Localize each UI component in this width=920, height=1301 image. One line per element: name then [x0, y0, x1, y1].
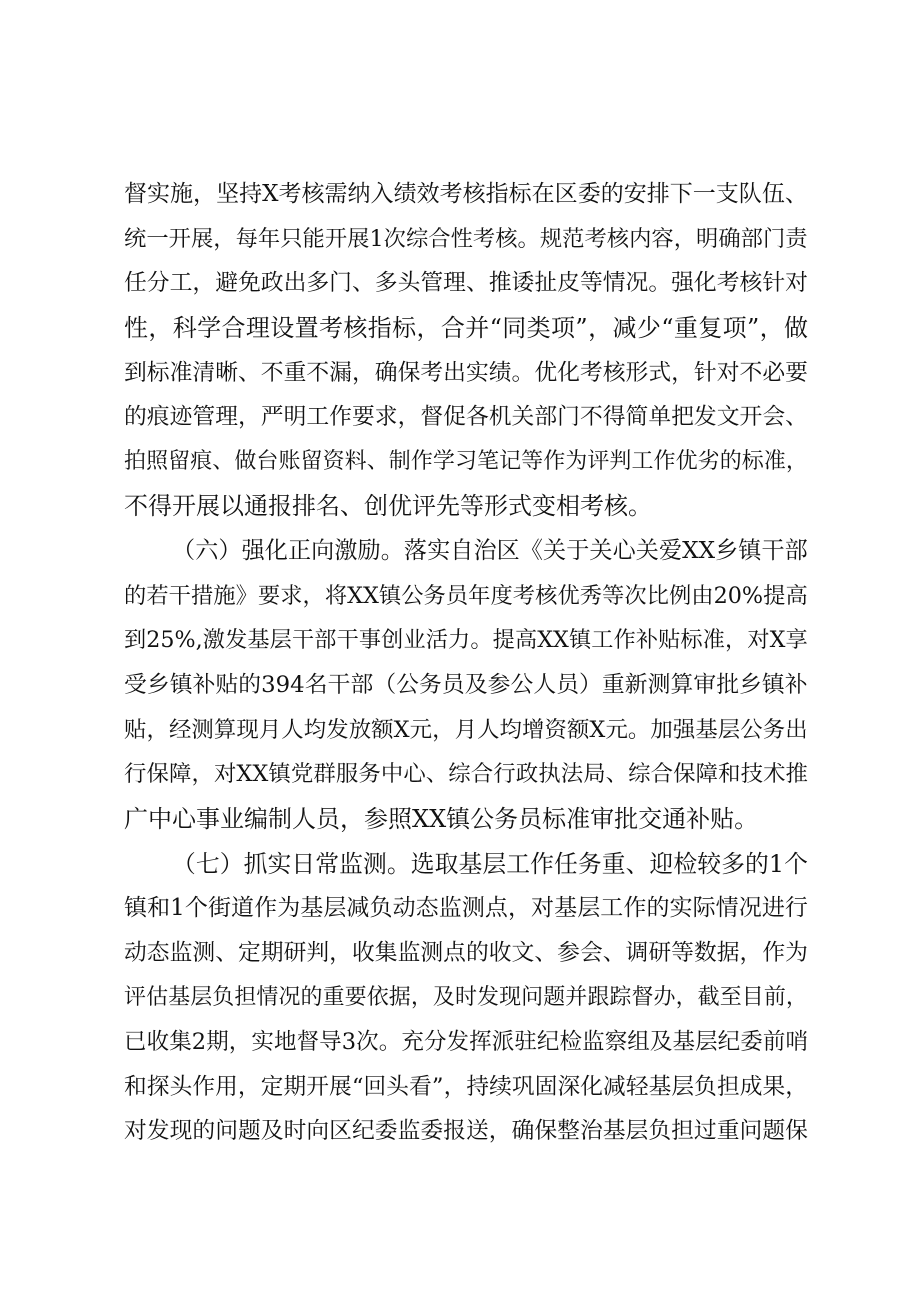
text-line: 镇 和 1 个 街 道 作 为 基 层 减 负 动 态 监 测 点 ， 对 基 层 工 作 的 实 际 情 况 进 行: [124, 895, 808, 922]
text-line: 不得开展以通报排名、创优评先等形式变相考核。: [124, 492, 652, 521]
text-line: 贴 ， 经 测 算 现 月 人 均 发 放 额 X 元 ， 月 人 均 增 资 额 X 元 。 加 强 基 层 公 务 出: [124, 716, 808, 743]
text-line: 受 乡 镇 补 贴 的 394 名 干 部 （ 公 务 员 及 参 公 人 员 ） 重 新 测 算 审 批 乡 镇 补: [124, 672, 808, 699]
text-line: 统 一 开 展 ， 每 年 只 能 开 展 1 次 综 合 性 考 核 。 规 范 考 核 内 容 ， 明 确 部 门 责: [124, 225, 808, 252]
text-line: 评 估 基 层 负 担 情 况 的 重 要 依 据 ， 及 时 发 现 问 题 并 跟 踪 督 办 ， 截 至 目 前 ，: [124, 984, 808, 1010]
text-line: 拍 照 留 痕 、 做 台 账 留 资 料 、 制 作 学 习 笔 记 等 作 为 评 判 工 作 优 劣 的 标 准 ，: [124, 448, 808, 474]
text-line: 性 ， 科 学 合 理 设 置 考 核 指 标 ， 合 并 “ 同 类 项 ” ， 减 少 “ 重 复 项 ” ， 做: [124, 313, 808, 342]
text-line: 到 25%, 激 发 基 层 干 部 干 事 创 业 活 力 。 提 高 XX 镇 工 作 补 贴 标 准 ， 对 X 享: [124, 627, 808, 654]
text-line: 动 态 监 测 、 定 期 研 判 ， 收 集 监 测 点 的 收 文 、 参 会 、 调 研 等 数 据 ， 作 为: [124, 939, 808, 966]
text-line: 广中心事业编制人员，参照XX镇公务员标准审批交通补贴。: [124, 804, 759, 833]
section-heading-line: （ 七 ） 抓 实 日 常 监 测 。 选 取 基 层 工 作 任 务 重 、 迎 检 较 多 的 1 个: [172, 849, 808, 878]
section-heading-line: （ 六 ） 强 化 正 向 激 励 。 落 实 自 治 区 《 关 于 关 心 关 爱 XX 乡 镇 干 部: [172, 538, 808, 565]
text-line: 和 探 头 作 用 ， 定 期 开 展 “ 回 头 看 ” ， 持 续 巩 固 深 化 减 轻 基 层 负 担 成 果 ，: [124, 1073, 808, 1100]
text-line: 对 发 现 的 问 题 及 时 向 区 纪 委 监 委 报 送 ， 确 保 整 治 基 层 负 担 过 重 问 题 保: [124, 1118, 808, 1145]
document-body: [124, 172, 808, 1154]
text-line: 已 收 集 2 期 ， 实 地 督 导 3 次 。 充 分 发 挥 派 驻 纪 检 监 察 组 及 基 层 纪 委 前 哨: [124, 1029, 808, 1056]
text-line: 行 保 障 ， 对 XX 镇 党 群 服 务 中 心 、 综 合 行 政 执 法 局 、 综 合 保 障 和 技 术 推: [124, 761, 808, 788]
text-line: 督 实 施 ， 坚 持 X 考 核 需 纳 入 绩 效 考 核 指 标 在 区 委 的 安 排 下 一 支 队 伍 、: [124, 181, 808, 207]
text-line: 任 分 工 ， 避 免 政 出 多 门 、 多 头 管 理 、 推 诿 扯 皮 等 情 况 。 强 化 考 核 针 对: [124, 270, 808, 297]
text-line: 的 若 干 措 施 》 要 求 ， 将 XX 镇 公 务 员 年 度 考 核 优 秀 等 次 比 例 由 20% 提 高: [124, 582, 808, 609]
text-line: 到 标 准 清 晰 、 不 重 不 漏 ， 确 保 考 出 实 绩 。 优 化 考 核 形 式 ， 针 对 不 必 要: [124, 359, 808, 386]
text-line: 的 痕 迹 管 理 ， 严 明 工 作 要 求 ， 督 促 各 机 关 部 门 不 得 简 单 把 发 文 开 会 、: [124, 404, 808, 431]
